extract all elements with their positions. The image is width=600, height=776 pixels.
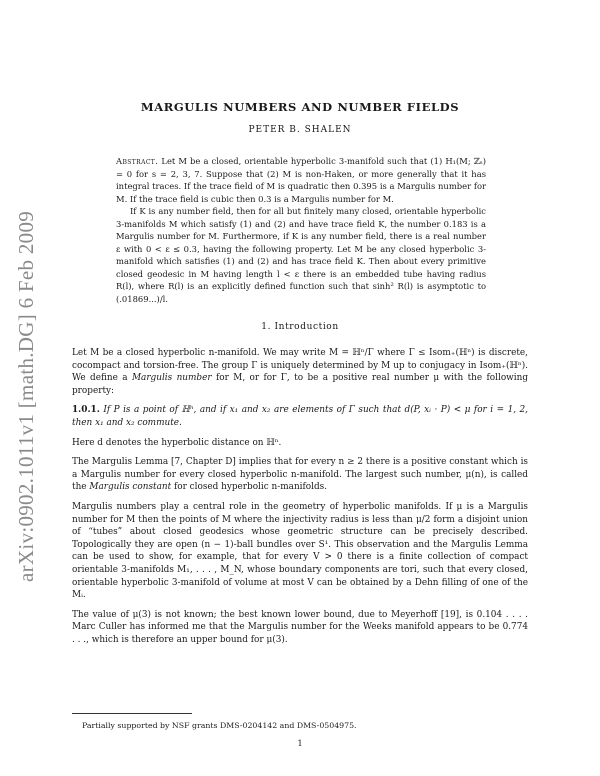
- section-heading: 1. Introduction: [261, 322, 339, 332]
- body-paragraph-3-text: The Margulis Lemma [7, Chapter D] implies that for every n ≥ 2 there is a positive constant which is a Margulis number for every closed hyperbolic n-manifold. The largest such number, μ(n), is called the: [72, 457, 528, 493]
- footnote-rule: [72, 713, 192, 714]
- abstract-paragraph-2: If K is any number field, then for all but finitely many closed, orientable hyperbolic 3-manifolds M which satisfy (1) and (2) and have trace field K, the number 0.183 is a Margulis number for M. Furthermore, if K is any number field, there is a real number ε with 0 < ε ≤ 0.3, having the following property. Let M be any closed hyperbolic 3-manifold which satisfies (1) and (2) and has trace field K. Then about every primitive closed geodesic in M having length l < ε there is an embedded tube having radius R(l), where R(l) is an explicitly defined function such that sinh² R(l) is asymptotic to (.01869...)/l.: [116, 206, 486, 304]
- abstract-text-1: Let M be a closed, orientable hyperbolic 3-manifold such that (1) H₁(M; ℤₛ) = 0 for s = 2, 3, 7. Suppose that (2) M is non-Haken, or more generally that it has integral traces. If the trace field of M is quadratic then 0.395 is a Margulis number for M. If the trace field is cubic then 0.3 is a Margulis number for M.: [116, 156, 486, 204]
- page-number: 1: [297, 738, 303, 748]
- body-paragraph-1-tail: for M, or for Γ, to be a positive real number μ with the following property:: [72, 373, 528, 396]
- abstract: [116, 155, 486, 305]
- author-name: PETER B. SHALEN: [248, 125, 352, 135]
- abstract-label: Abstract.: [116, 156, 159, 166]
- body-paragraph-3-tail: for closed hyperbolic n-manifolds.: [171, 482, 328, 493]
- body-text: [72, 347, 528, 653]
- body-paragraph-1: [72, 347, 528, 397]
- theorem-statement: If P is a point of ℍⁿ, and if x₁ and x₂ are elements of Γ such that d(P, xᵢ · P) < μ for i = 1, 2, then x₁ and x₂ commute.: [72, 405, 529, 428]
- paper-title: MARGULIS NUMBERS AND NUMBER FIELDS: [140, 100, 460, 114]
- body-paragraph-4: Margulis numbers play a central role in the geometry of hyperbolic manifolds. If μ is a Margulis number for M then the points of M where the injectivity radius is less than μ/2 form a disjoint union of “tubes” about closed geodesics whose geometric structure can be precisely described. Topologically they are open (n − 1)-ball bundles over S¹. This observation and the Margulis Lemma can be used to show, for example, that for every V > 0 there is a finite collection of compact orientable 3-manifolds M₁, . . . , M_N, whose boundary components are tori, such that every closed, orientable hyperbolic 3-manifold of volume at most V can be obtained by a Dehn filling of one of the Mᵢ.: [72, 501, 528, 601]
- body-paragraph-3: [72, 456, 528, 494]
- theorem-number: 1.0.1.: [72, 405, 100, 416]
- body-paragraph-2: Here d denotes the hyperbolic distance on ℍⁿ.: [72, 437, 282, 448]
- abstract-paragraph-1: [116, 155, 486, 205]
- footnote: Partially supported by NSF grants DMS-0204142 and DMS-0504975.: [82, 721, 357, 730]
- theorem-1-0-1: [72, 404, 528, 429]
- arxiv-identifier: arXiv:0902.1011v1 [math.DG] 6 Feb 2009: [14, 210, 38, 582]
- body-paragraph-5: The value of μ(3) is not known; the best known lower bound, due to Meyerhoff [19], is 0.104 . . . . Marc Culler has informed me that the Margulis number for the Weeks manifold appears to be 0.774 . . ., which is therefore an upper bound for μ(3).: [72, 609, 528, 645]
- term-margulis-number: Margulis number: [131, 373, 212, 384]
- term-margulis-constant: Margulis constant: [89, 482, 172, 493]
- body-paragraph-1-text: Let M be a closed hyperbolic n-manifold. We may write M = ℍⁿ/Γ where Γ ≤ Isom₊(ℍⁿ) is discrete, cocompact and torsion-free. The group Γ is uniquely determined by M up to conjugacy in Isom₊(ℍⁿ). We define a: [72, 348, 528, 384]
